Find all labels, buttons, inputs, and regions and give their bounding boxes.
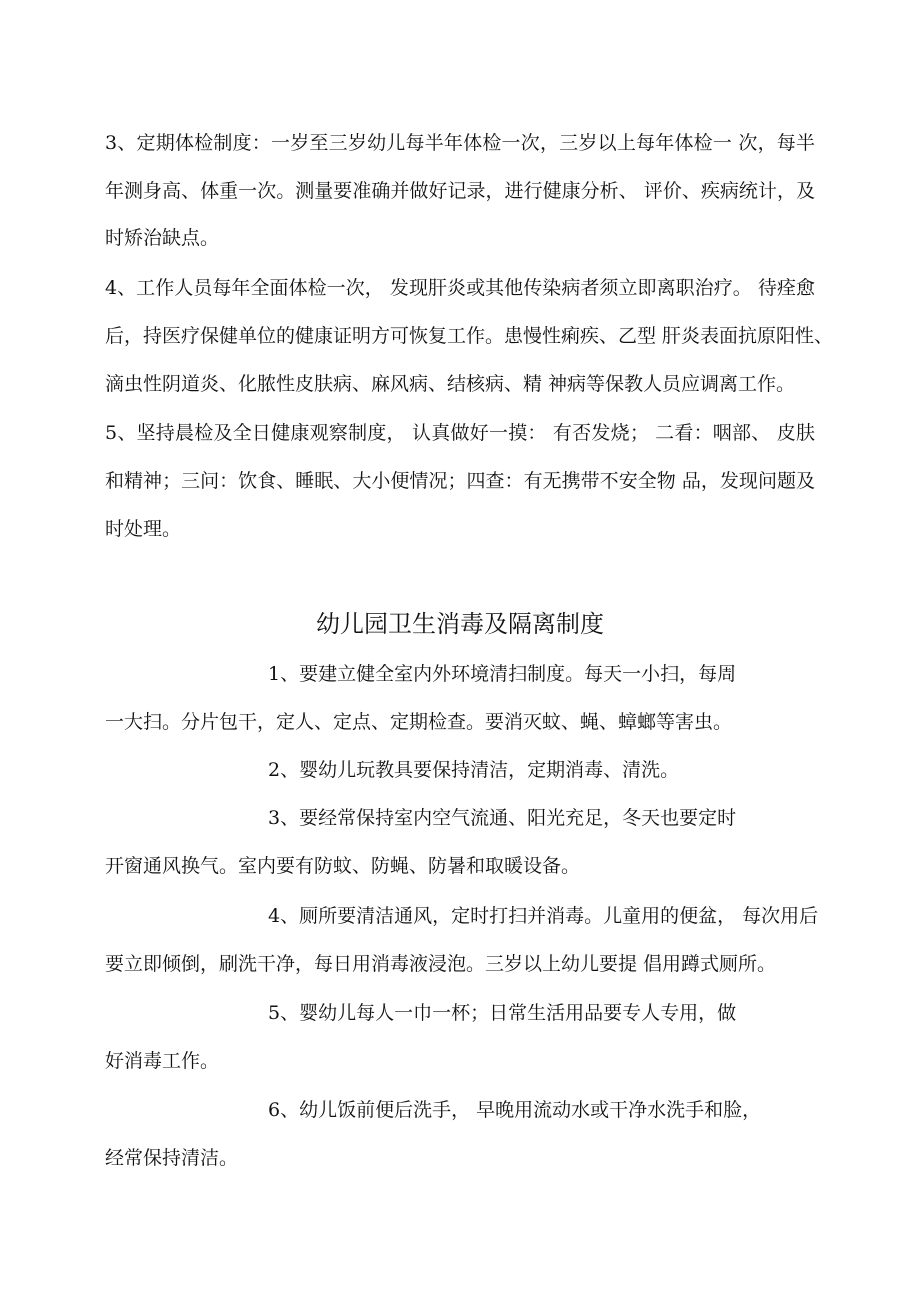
paragraph-line: 年测身高、体重一次。测量要准确并做好记录，进行健康分析、 评价、疾病统计，及 bbox=[105, 180, 815, 202]
paragraph-line: 一大扫。分片包干，定人、定点、定期检查。要消灭蚊、蝇、蟑螂等害虫。 bbox=[105, 711, 733, 733]
paragraph-line: 4、厕所要清洁通风，定时打扫并消毒。儿童用的便盆， 每次用后 bbox=[268, 905, 819, 927]
paragraph-line: 6、幼儿饭前便后洗手， 早晚用流动水或干净水洗手和脸， bbox=[268, 1099, 762, 1121]
paragraph-line: 5、婴幼儿每人一巾一杯；日常生活用品要专人专用，做 bbox=[268, 1002, 737, 1024]
paragraph-line: 3、定期体检制度：一岁至三岁幼儿每半年体检一次，三岁以上每年体检一 次，每半 bbox=[105, 132, 815, 154]
paragraph-line: 2、婴幼儿玩教具要保持清洁，定期消毒、清洗。 bbox=[268, 759, 680, 781]
paragraph-line: 3、要经常保持室内空气流通、阳光充足，冬天也要定时 bbox=[268, 807, 737, 829]
paragraph-line: 4、工作人员每年全面体检一次， 发现肝炎或其他传染病者须立即离职治疗。 待痊愈 bbox=[105, 277, 815, 299]
paragraph-line: 时矫治缺点。 bbox=[105, 227, 220, 249]
paragraph-line: 时处理。 bbox=[105, 518, 182, 540]
paragraph-line: 滴虫性阴道炎、化脓性皮肤病、麻风病、结核病、精 神病等保教人员应调离工作。 bbox=[105, 373, 796, 395]
section-title: 幼儿园卫生消毒及隔离制度 bbox=[316, 610, 604, 638]
paragraph-line: 经常保持清洁。 bbox=[105, 1147, 239, 1169]
paragraph-line: 1、要建立健全室内外环境清扫制度。每天一小扫，每周 bbox=[268, 663, 737, 685]
paragraph-line: 后，持医疗保健单位的健康证明方可恢复工作。患慢性痢疾、乙型 肝炎表面抗原阳性、 bbox=[105, 325, 834, 347]
paragraph-line: 5、坚持晨检及全日健康观察制度， 认真做好一摸： 有否发烧； 二看：咽部、 皮肤 bbox=[105, 422, 815, 444]
paragraph-line: 好消毒工作。 bbox=[105, 1050, 220, 1072]
paragraph-line: 开窗通风换气。室内要有防蚊、防蝇、防暑和取暖设备。 bbox=[105, 855, 581, 877]
paragraph-line: 要立即倾倒，刷洗干净，每日用消毒液浸泡。三岁以上幼儿要提 倡用蹲式厕所。 bbox=[105, 953, 777, 975]
paragraph-line: 和精神；三问：饮食、睡眠、大小便情况；四查：有无携带不安全物 品，发现问题及 bbox=[105, 470, 815, 492]
